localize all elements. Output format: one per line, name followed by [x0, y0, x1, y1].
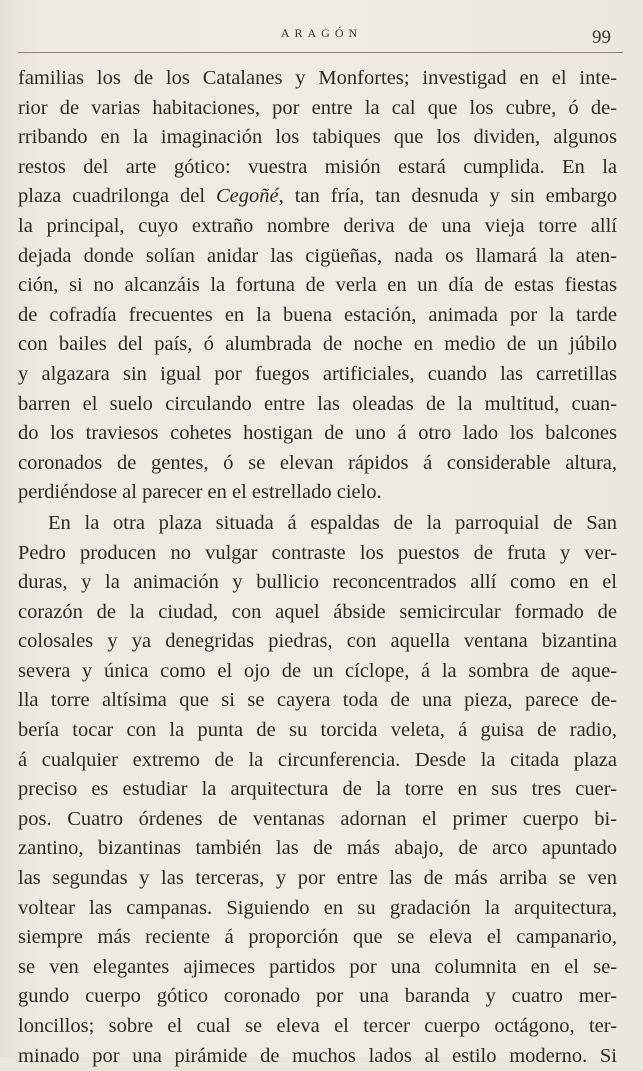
text-line: á cualquier extremo de la circunferencia. Desde la citada plaza [18, 748, 617, 771]
text-line: de cofradía frecuentes en la buena estación, animada por la tarde [18, 303, 617, 326]
text-line: duras, y la animación y bullicio reconcentrados allí como en el [18, 571, 617, 594]
text-line: gundo cuerpo gótico coronado por una baranda y cuatro mer- [18, 985, 617, 1008]
text-line: coronados de gentes, ó se elevan rápidos á considerable altura, [18, 451, 617, 474]
text-line: las segundas y las terceras, y por entre las de más arriba se ven [18, 867, 617, 890]
text-line: zantino, bizantinas también las de más abajo, de arco apuntado [18, 837, 617, 860]
paragraph [18, 64, 617, 508]
text-line: do los traviesos cohetes hostigan de uno á otro lado los balcones [18, 422, 617, 445]
text-line: siempre más reciente á proporción que se eleva el campanario, [18, 926, 617, 949]
text-line: minado por una pirámide de muchos lados al estilo moderno. Si [18, 1044, 617, 1067]
text-line: lla torre altísima que si se cayera toda de una pieza, parece de- [18, 689, 617, 712]
text-line: preciso es estudiar la arquitectura de la torre en sus tres cuer- [18, 778, 617, 801]
text-line: voltear las campanas. Siguiendo en su gradación la arquitectura, [18, 896, 617, 919]
text-line: Pedro producen no vulgar contraste los puestos de fruta y ver- [18, 541, 617, 564]
text-line: plaza cuadrilonga del Cegoñé, tan fría, tan desnuda y sin embargo [18, 185, 617, 208]
text-line: rribando en la imaginación los tabiques que los dividen, algunos [18, 126, 617, 149]
text-line: dejada donde solían anidar las cigüeñas, nada os llamará la aten- [18, 244, 617, 267]
paragraph [18, 509, 617, 1071]
text-line: bería tocar con la punta de su torcida veleta, á guisa de radio, [18, 719, 617, 742]
body-text [18, 64, 617, 1071]
running-head-title: ARAGÓN [280, 26, 363, 40]
text-line: se ven elegantes ajimeces partidos por una columnita en el se- [18, 955, 617, 978]
text-line: perdiéndose al parecer en el estrellado cielo. [18, 481, 382, 504]
running-head [0, 24, 643, 50]
text-line: con bailes del país, ó alumbrada de noche en medio de un júbilo [18, 333, 617, 356]
text-line: colosales y ya denegridas piedras, con aquella ventana bizantina [18, 630, 617, 653]
text-line: restos del arte gótico: vuestra misión estará cumplida. En la [18, 155, 617, 178]
text-line: la principal, cuyo extraño nombre deriva de una vieja torre allí [18, 214, 617, 237]
text-line: loncillos; sobre el cual se eleva el tercer cuerpo octágono, ter- [18, 1015, 617, 1037]
text-line: barren el suelo circulando entre las oleadas de la multitud, cuan- [18, 392, 617, 415]
text-line: rior de varias habitaciones, por entre la cal que los cubre, ó de- [18, 96, 617, 119]
italic-word: Cegoñé [216, 185, 279, 208]
text-line: ción, si no alcanzáis la fortuna de verla en un día de estas fiestas [18, 274, 617, 297]
page-number: 99 [592, 27, 611, 48]
text-line: corazón de la ciudad, con aquel ábside semicircular formado de [18, 600, 617, 623]
text-line: En la otra plaza situada á espaldas de la parroquial de San [48, 511, 617, 534]
header-rule [18, 52, 623, 53]
text-line: severa y única como el ojo de un cíclope, á la sombra de aque- [18, 659, 617, 682]
text-line: y algazara sin igual por fuegos artificiales, cuando las carretillas [18, 362, 617, 385]
text-line: familias los de los Catalanes y Monfortes; investigad en el inte- [18, 67, 617, 89]
text-line: pos. Cuatro órdenes de ventanas adornan el primer cuerpo bi- [18, 807, 617, 830]
